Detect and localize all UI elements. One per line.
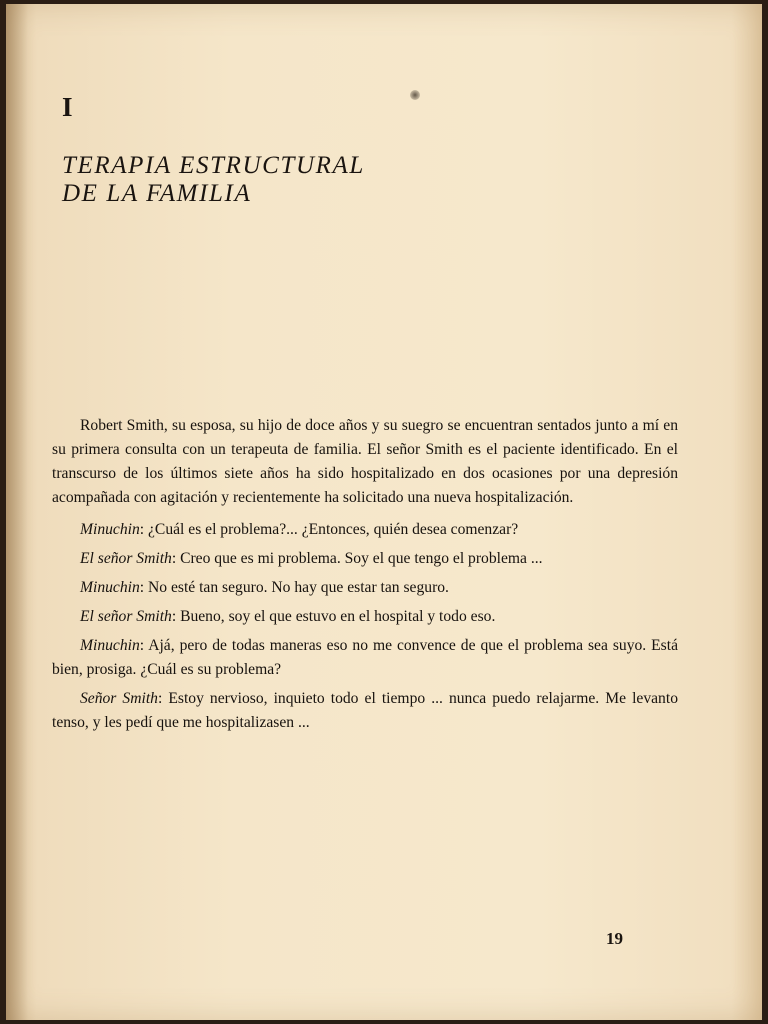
speaker-name: El señor Smith	[80, 608, 172, 625]
dialogue-text: ¿Cuál es el problema?... ¿Entonces, quién desea comenzar?	[148, 521, 519, 538]
dialogue-text: Creo que es mi problema. Soy el que tengo el problema ...	[180, 550, 543, 567]
chapter-number: I	[62, 92, 73, 122]
speaker-name: Señor Smith	[80, 690, 158, 707]
dialogue-line: Minuchin: ¿Cuál es el problema?... ¿Entonces, quién desea comenzar?	[80, 521, 519, 538]
speaker-name: Minuchin	[80, 521, 140, 538]
ink-smudge	[410, 90, 420, 100]
dialogue-line: Minuchin: Ajá, pero de todas maneras eso no me convence de que el problema sea suyo. Está bien, prosiga. ¿Cuál es su problema?	[52, 637, 679, 678]
dialogue-line: Minuchin: No esté tan seguro. No hay que estar tan seguro.	[80, 579, 449, 596]
dialogue-line: Señor Smith: Estoy nervioso, inquieto todo el tiempo ... nunca puedo relajarme. Me levanto tenso, y les pedí que me hospitalizasen ...	[52, 690, 678, 731]
intro-paragraph: Robert Smith, su esposa, su hijo de doce años y su suegro se encuentran sentados junto a mí en su primera consulta con un terapeuta de familia. El señor Smith es el paciente identificado. En el transcurso de los últimos siete años ha sido hospitalizado en dos ocasiones por una depresión acompañada con agitación y recientemente ha solicitado una nueva hospitalización.	[52, 417, 678, 506]
speaker-name: Minuchin	[80, 579, 140, 596]
chapter-title-line-2: DE LA FAMILIA	[62, 180, 252, 207]
chapter-title	[62, 152, 365, 208]
dialogue-text: No esté tan seguro. No hay que estar tan seguro.	[148, 579, 449, 596]
speaker-name: Minuchin	[80, 637, 140, 654]
page-number: 19	[606, 929, 623, 948]
book-page	[6, 4, 762, 1020]
speaker-name: El señor Smith	[80, 550, 172, 567]
dialogue-line: El señor Smith: Creo que es mi problema. Soy el que tengo el problema ...	[80, 550, 543, 567]
chapter-title-line-1: TERAPIA ESTRUCTURAL	[62, 152, 365, 179]
dialogue-text: Estoy nervioso, inquieto todo el tiempo ... nunca puedo relajarme. Me levanto tenso, y les pedí que me hospitalizasen ...	[52, 690, 678, 731]
dialogue-text: Bueno, soy el que estuvo en el hospital y todo eso.	[180, 608, 496, 625]
dialogue-text: Ajá, pero de todas maneras eso no me convence de que el problema sea suyo. Está bien, prosiga. ¿Cuál es su problema?	[52, 637, 679, 678]
dialogue-line: El señor Smith: Bueno, soy el que estuvo en el hospital y todo eso.	[80, 608, 496, 625]
body-text	[52, 414, 678, 740]
